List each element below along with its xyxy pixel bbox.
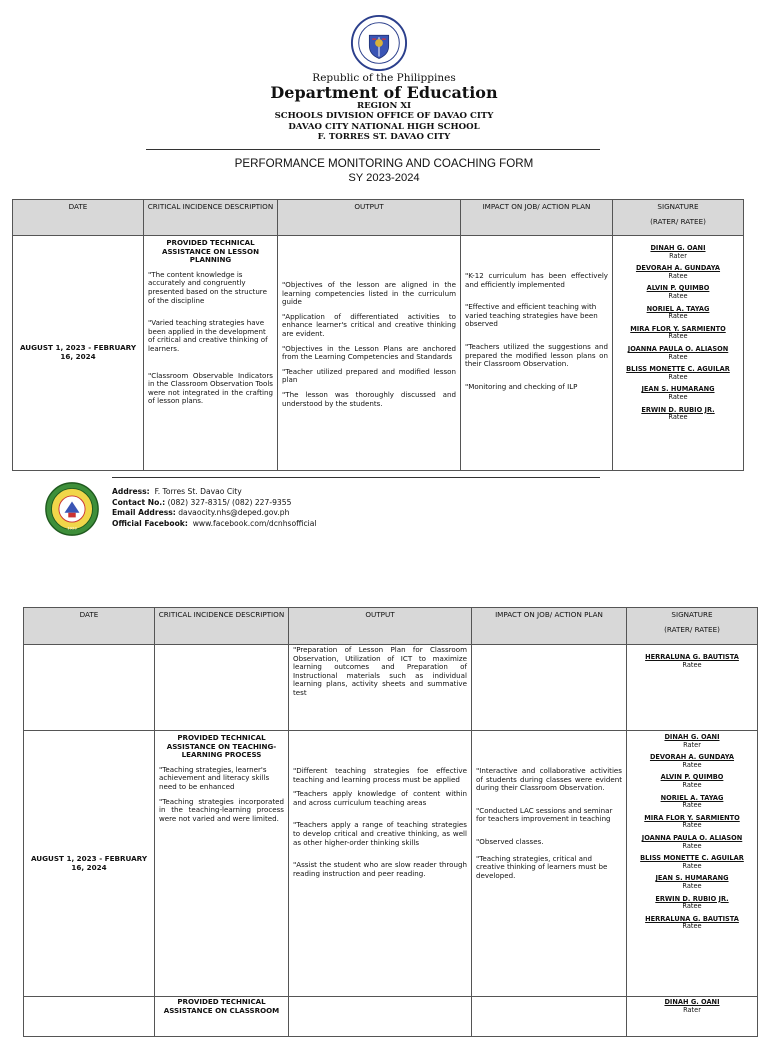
col-signature-label: SIGNATURE <box>671 610 713 619</box>
signature-name: ERWIN D. RUBIO JR. <box>655 894 729 903</box>
col-signature-sub: (RATER/ RATEE) <box>664 625 720 634</box>
cid-heading: PROVIDED TECHNICAL ASSISTANCE ON TEACHING-LEARNING PROCESS <box>166 733 277 760</box>
signature-name: DEVORAH A. GUNDAYA <box>635 264 721 273</box>
impact-item: "Monitoring and checking of ILP <box>465 381 578 391</box>
impact-item: "Observed classes. <box>476 836 544 846</box>
signature-role: Ratee <box>682 821 702 830</box>
col-signature <box>627 608 758 645</box>
output-cell <box>278 236 461 471</box>
cid-item: "Teaching strategies, learner's achievement and literacy skills need to be enhanced <box>159 764 270 791</box>
signature-role: Ratee <box>668 271 688 280</box>
signature-entry <box>631 753 753 769</box>
output-item: "Teachers apply a range of teaching strategies to develop critical and creative thinking, as well as other higher-order thinking skills <box>293 820 467 847</box>
output-item: "Objectives in the Lesson Plans are anchored from the Learning Competencies and Standards <box>282 343 456 362</box>
signature-name: DINAH G. OANI <box>664 998 720 1006</box>
output-cell <box>289 997 472 1037</box>
signature-role: Ratee <box>668 291 688 300</box>
signature-entry <box>631 794 753 810</box>
signature-entry <box>617 244 739 260</box>
signature-role: Ratee <box>682 841 702 850</box>
signature-entry <box>617 385 739 401</box>
impact-cell <box>472 645 627 731</box>
impact-item: "Conducted LAC sessions and seminar for teachers improvement in teaching <box>476 805 613 824</box>
table-row <box>24 997 758 1037</box>
col-date: DATE <box>13 200 144 236</box>
signature-name: MIRA FLOR Y. SARMIENTO <box>630 324 726 333</box>
output-item: "The lesson was thoroughly discussed and understood by the students. <box>282 389 456 408</box>
impact-item: "Teaching strategies, critical and creative thinking of learners must be developed. <box>476 853 608 880</box>
signature-role: Ratee <box>668 413 688 422</box>
col-signature <box>613 200 744 236</box>
signature-entry <box>617 305 739 321</box>
cid-item: "Varied teaching strategies have been applied in the development of critical and creative thinking of learners. <box>148 318 268 353</box>
output-item: "Assist the student who are slow reader through reading instruction and peer reading. <box>293 860 467 878</box>
signature-name: JOANNA PAULA O. ALIASON <box>627 344 729 353</box>
signature-role: Ratee <box>668 352 688 361</box>
cid-cell <box>155 645 289 731</box>
cid-item: "Teaching strategies incorporated in the teaching-learning process were not varied and were limited. <box>159 796 284 823</box>
address-label: Address: <box>112 487 150 496</box>
col-impact: IMPACT ON JOB/ ACTION PLAN <box>461 200 613 236</box>
col-signature-sub: (RATER/ RATEE) <box>650 217 706 226</box>
signature-entry <box>631 773 753 789</box>
header-department: Department of Education <box>270 83 498 102</box>
header-division: SCHOOLS DIVISION OFFICE OF DAVAO CITY <box>274 111 494 121</box>
cid-heading: PROVIDED TECHNICAL ASSISTANCE ON CLASSROOM <box>163 997 280 1015</box>
signature-role: Ratee <box>668 392 688 401</box>
col-critical-incidence: CRITICAL INCIDENCE DESCRIPTION <box>144 200 278 236</box>
col-critical-incidence: CRITICAL INCIDENCE DESCRIPTION <box>155 608 289 645</box>
cid-item: "Classroom Observable Indicators in the Classroom Observation Tools were not integrated in the crafting of lesson plans. <box>148 370 273 406</box>
signature-cell <box>627 645 758 731</box>
cid-item: "The content knowledge is accurately and congruently presented based on the structure of the discipline <box>148 269 267 305</box>
col-output: OUTPUT <box>278 200 461 236</box>
impact-item: "Teachers utilized the suggestions and prepared the modified lesson plans on their Classroom Observation. <box>465 341 608 369</box>
signature-name: HERRALUNA G. BAUTISTA <box>645 653 739 661</box>
cid-cell <box>144 236 278 471</box>
signature-cell <box>613 236 744 471</box>
header-republic: Republic of the Philippines <box>312 72 456 84</box>
header-region: REGION XI <box>356 101 412 111</box>
output-cell: "Preparation of Lesson Plan for Classroom Observation, Utilization of ICT to maximize learning outcomes and Preparation of Instructional materials such as individual learning plans, activity sheets and summative test <box>289 645 472 731</box>
footer-contact <box>112 487 317 529</box>
signature-name: ALVIN P. QUIMBO <box>646 284 710 293</box>
col-impact: IMPACT ON JOB/ ACTION PLAN <box>472 608 627 645</box>
signature-name: BLISS MONETTE C. AGUILAR <box>626 365 730 374</box>
output-item: "Teacher utilized prepared and modified lesson plan <box>282 366 456 385</box>
impact-cell <box>461 236 613 471</box>
footer-divider <box>112 477 600 478</box>
output-item: "Objectives of the lesson are aligned in the learning competencies listed in the curriculum guide <box>282 280 456 307</box>
signature-name: ERWIN D. RUBIO JR. <box>641 405 715 414</box>
signature-entry <box>631 895 753 911</box>
contact-value: (082) 327-8315/ (082) 227-9355 <box>167 497 292 507</box>
signature-name: BLISS MONETTE C. AGUILAR <box>640 854 744 863</box>
col-date: DATE <box>24 608 155 645</box>
signature-entry <box>631 834 753 850</box>
school-seal-year: 1923 <box>67 526 77 531</box>
output-item: "Teachers apply knowledge of content within and across curriculum teaching areas <box>293 789 467 807</box>
email-label: Email Address: <box>112 508 176 518</box>
signature-entry <box>617 325 739 341</box>
facebook-label: Official Facebook: <box>112 518 188 528</box>
signature-name: JEAN S. HUMARANG <box>641 385 715 394</box>
signature-entry <box>617 284 739 300</box>
signature-entry <box>631 733 753 749</box>
form-school-year: SY 2023-2024 <box>348 172 420 184</box>
signature-name: DINAH G. OANI <box>664 733 720 741</box>
address-value: F. Torres St. Davao City <box>154 487 242 496</box>
signature-role: Ratee <box>668 312 688 321</box>
signature-role: Ratee <box>682 861 702 870</box>
cid-cell <box>155 731 289 997</box>
header-street: F. TORRES ST. DAVAO CITY <box>317 132 451 142</box>
signature-entry <box>617 365 739 381</box>
impact-item: "K-12 curriculum has been effectively and efficiently implemented <box>465 271 608 289</box>
table-row <box>13 236 744 471</box>
table-row <box>24 731 758 997</box>
cid-heading: PROVIDED TECHNICAL ASSISTANCE ON LESSON PLANNING <box>161 238 260 265</box>
signature-name: NORIEL A. TAYAG <box>646 304 710 313</box>
date-cell: AUGUST 1, 2023 - FEBRUARY 16, 2024 <box>13 236 144 471</box>
impact-item: "Effective and efficient teaching with varied teaching strategies have been observed <box>465 302 598 329</box>
monitoring-table-2 <box>23 607 758 1037</box>
impact-cell <box>472 997 627 1037</box>
header-school: DAVAO CITY NATIONAL HIGH SCHOOL <box>288 122 480 132</box>
monitoring-table-1 <box>12 199 744 471</box>
school-seal-icon <box>44 481 100 537</box>
signature-role: Ratee <box>682 922 702 931</box>
output-item: "Application of differentiated activities to enhance learner's critical and creative thinking are evident. <box>282 311 456 338</box>
signature-entry <box>617 264 739 280</box>
signature-entry <box>631 653 753 669</box>
signature-entry <box>617 345 739 361</box>
signature-role: Rater <box>669 251 687 260</box>
date-cell: AUGUST 1, 2023 - FEBRUARY 16, 2024 <box>24 731 155 997</box>
date-cell <box>24 645 155 731</box>
signature-cell <box>627 997 758 1037</box>
output-cell <box>289 731 472 997</box>
signature-entry <box>631 814 753 830</box>
signature-role: Rater <box>683 740 701 749</box>
signature-entry <box>631 854 753 870</box>
signature-role: Ratee <box>682 780 702 789</box>
signature-cell <box>627 731 758 997</box>
deped-seal-icon <box>350 14 408 72</box>
impact-cell <box>472 731 627 997</box>
signature-role: Ratee <box>682 801 702 810</box>
signature-name: DINAH G. OANI <box>650 244 706 252</box>
signature-name: JEAN S. HUMARANG <box>655 874 729 883</box>
signature-entry <box>631 998 753 1014</box>
header-divider <box>146 149 600 150</box>
signature-entry <box>617 406 739 422</box>
date-cell <box>24 997 155 1037</box>
signature-name: DEVORAH A. GUNDAYA <box>649 753 735 762</box>
signature-role: Ratee <box>682 902 702 911</box>
signature-entry <box>631 874 753 890</box>
signature-name: HERRALUNA G. BAUTISTA <box>645 914 739 923</box>
contact-label: Contact No.: <box>112 497 166 507</box>
signature-role: Ratee <box>682 660 702 669</box>
facebook-value: www.facebook.com/dcnhsofficial <box>192 518 317 528</box>
col-signature-label: SIGNATURE <box>657 202 699 211</box>
table-row <box>24 645 758 731</box>
signature-role: Ratee <box>682 881 702 890</box>
signature-name: MIRA FLOR Y. SARMIENTO <box>644 813 740 822</box>
signature-name: NORIEL A. TAYAG <box>660 793 724 802</box>
cid-cell <box>155 997 289 1037</box>
form-title: PERFORMANCE MONITORING AND COACHING FORM <box>234 157 534 170</box>
signature-role: Ratee <box>668 332 688 341</box>
signature-name: JOANNA PAULA O. ALIASON <box>641 833 743 842</box>
col-output: OUTPUT <box>289 608 472 645</box>
email-value: davaocity.nhs@deped.gov.ph <box>178 508 290 518</box>
signature-role: Ratee <box>682 760 702 769</box>
signature-entry <box>631 915 753 931</box>
output-item: "Different teaching strategies foe effective teaching and learning process must be applied <box>293 766 467 784</box>
signature-role: Ratee <box>668 372 688 381</box>
signature-role: Rater <box>683 1005 701 1014</box>
impact-item: "Interactive and collaborative activities of students during classes were evident during their Classroom Observation. <box>476 766 622 793</box>
signature-name: ALVIN P. QUIMBO <box>660 773 724 782</box>
